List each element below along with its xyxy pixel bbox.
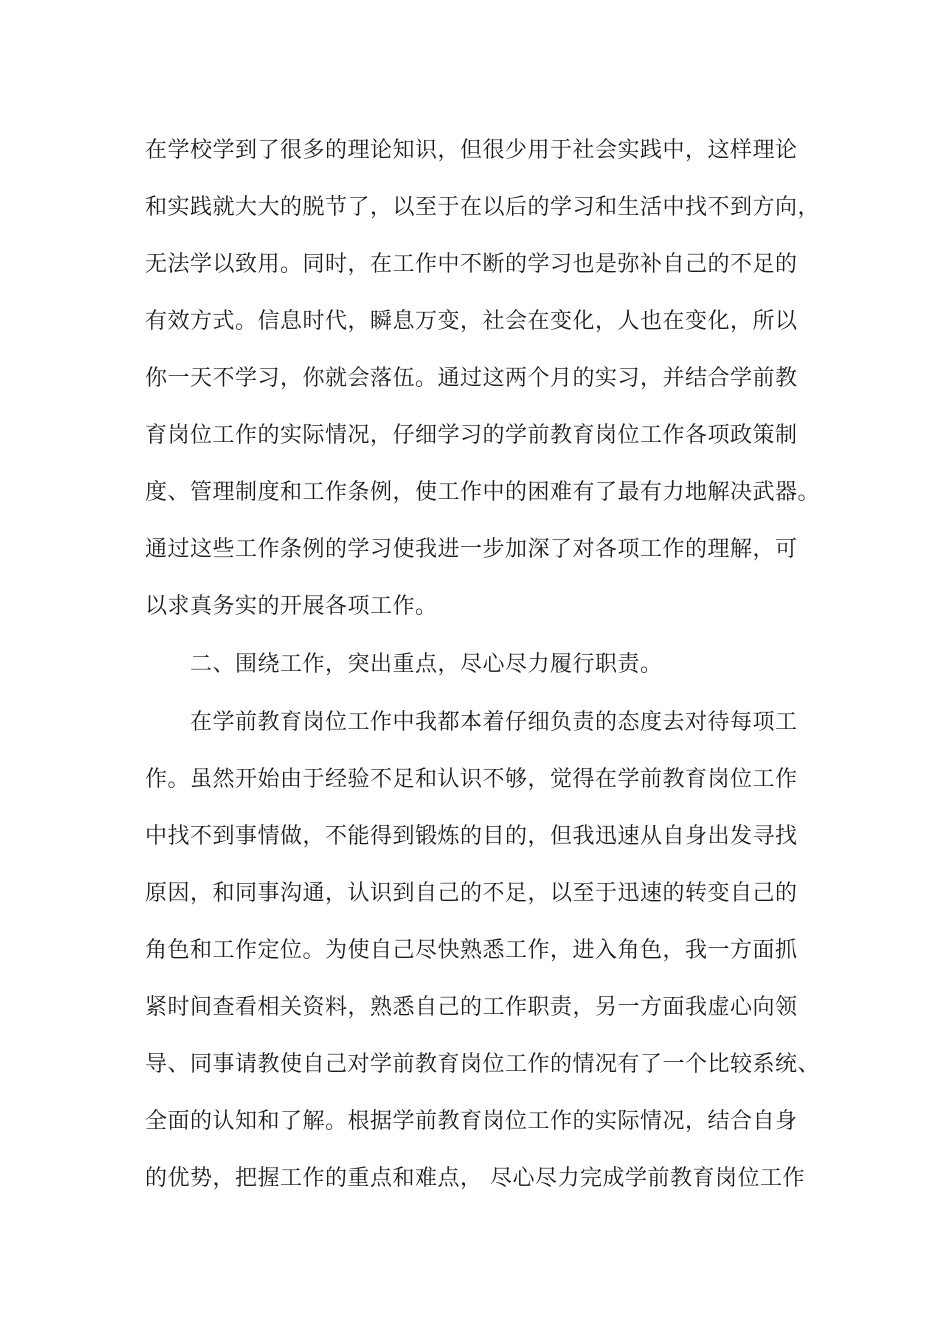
body-text-line: 以求真务实的开展各项工作。: [145, 594, 438, 619]
section-heading: 二、围绕工作，突出重点，尽心尽力履行职责。: [190, 652, 663, 677]
body-text-line: 在学校学到了很多的理论知识，但很少用于社会实践中，这样理论: [145, 138, 798, 163]
body-text-line: 和实践就大大的脱节了，以至于在以后的学习和生活中找不到方向，: [145, 195, 821, 220]
body-text-line: 导、同事请教使自己对学前教育岗位工作的情况有了一个比较系统、: [145, 1052, 821, 1077]
body-text-line: 紧时间查看相关资料，熟悉自己的工作职责，另一方面我虚心向领: [145, 995, 798, 1020]
body-text-line: 作。虽然开始由于经验不足和认识不够，觉得在学前教育岗位工作: [145, 767, 798, 792]
body-text-line: 中找不到事情做，不能得到锻炼的目的，但我迅速从自身出发寻找: [145, 824, 798, 849]
body-text-line: 育岗位工作的实际情况，仔细学习的学前教育岗位工作各项政策制: [145, 423, 798, 448]
body-text-line: 的优势，把握工作的重点和难点， 尽心尽力完成学前教育岗位工作: [145, 1166, 805, 1191]
body-text-line: 无法学以致用。同时，在工作中不断的学习也是弥补自己的不足的: [145, 252, 798, 277]
body-text-line: 通过这些工作条例的学习使我进一步加深了对各项工作的理解，可: [145, 537, 798, 562]
body-text-line: 有效方式。信息时代，瞬息万变，社会在变化，人也在变化，所以: [145, 309, 798, 334]
body-text-line: 你一天不学习，你就会落伍。通过这两个月的实习，并结合学前教: [145, 366, 798, 391]
body-text-line: 角色和工作定位。为使自己尽快熟悉工作，进入角色，我一方面抓: [145, 938, 798, 963]
body-text-line: 在学前教育岗位工作中我都本着仔细负责的态度去对待每项工: [190, 710, 798, 735]
body-text-line: 度、管理制度和工作条例，使工作中的困难有了最有力地解决武器。: [145, 480, 821, 505]
body-text-line: 原因，和同事沟通，认识到自己的不足，以至于迅速的转变自己的: [145, 881, 798, 906]
body-text-line: 全面的认知和了解。根据学前教育岗位工作的实际情况，结合自身: [145, 1109, 798, 1134]
